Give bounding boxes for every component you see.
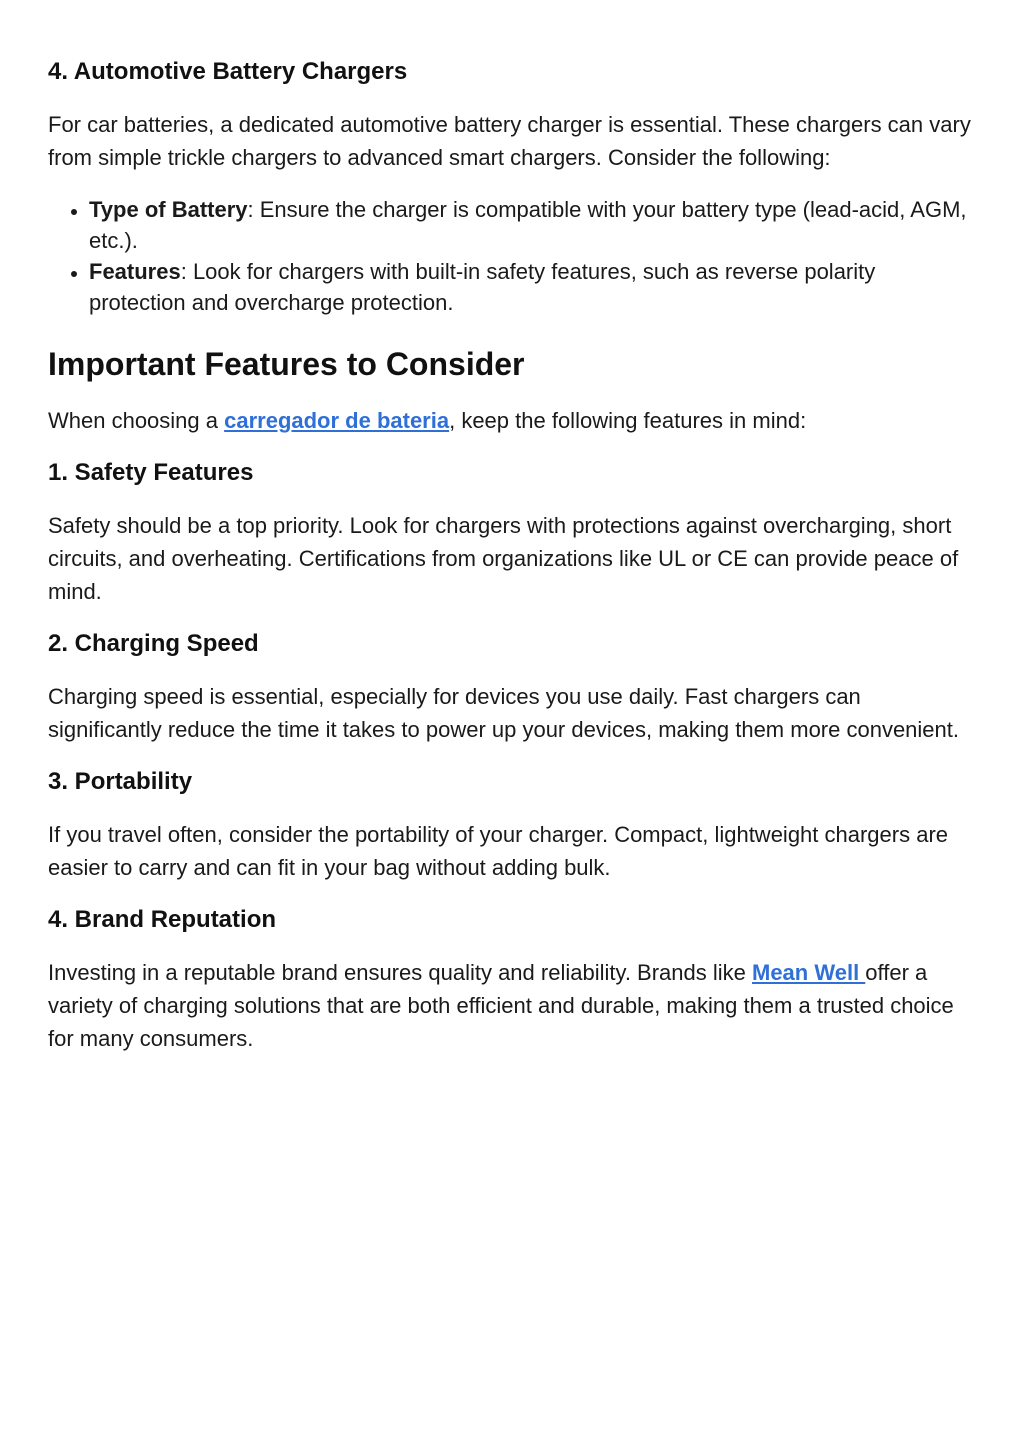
- safety-paragraph: Safety should be a top priority. Look for chargers with protections against overcharging, short circuits, and overheating. Certifications from organizations like UL or CE can provide peace of mind.: [48, 513, 959, 604]
- section-heading-important-features: Important Features to Consider: [48, 346, 525, 382]
- section-heading-brand-reputation: 4. Brand Reputation: [48, 906, 277, 933]
- section-heading-portability: 3. Portability: [48, 768, 193, 795]
- bullet-type-of-battery: [89, 194, 976, 256]
- brand-reputation-paragraph: [48, 956, 976, 1055]
- bullet-term: Features: [89, 259, 181, 284]
- bullet-text: : Look for chargers with built-in safety features, such as reverse polarity protection and overcharge protection.: [89, 259, 876, 315]
- brand-text-before: Investing in a reputable brand ensures quality and reliability. Brands like: [48, 960, 752, 985]
- carregador-de-bateria-link[interactable]: carregador de bateria: [224, 408, 450, 433]
- section-heading-charging-speed: 2. Charging Speed: [48, 630, 259, 657]
- automotive-bullet-list: [48, 194, 976, 318]
- important-intro-paragraph: [48, 404, 976, 437]
- intro-text-after: , keep the following features in mind:: [449, 408, 807, 433]
- intro-text-before: When choosing a: [48, 408, 225, 433]
- bullet-features: [89, 256, 976, 318]
- charging-speed-paragraph: Charging speed is essential, especially for devices you use daily. Fast chargers can significantly reduce the time it takes to power up your devices, making them more convenient.: [48, 684, 960, 742]
- portability-paragraph: If you travel often, consider the portability of your charger. Compact, lightweight chargers are easier to carry and can fit in your bag without adding bulk.: [48, 822, 949, 880]
- automotive-paragraph: For car batteries, a dedicated automotive battery charger is essential. These chargers can vary from simple trickle chargers to advanced smart chargers. Consider the following:: [48, 112, 971, 170]
- bullet-term: Type of Battery: [89, 197, 248, 222]
- bullet-text: : Ensure the charger is compatible with your battery type (lead-acid, AGM, etc.).: [89, 197, 967, 253]
- mean-well-link[interactable]: Mean Well: [752, 960, 866, 985]
- section-heading-safety: 1. Safety Features: [48, 459, 254, 486]
- section-heading-automotive: 4. Automotive Battery Chargers: [48, 58, 408, 85]
- brand-text-after: offer a variety of charging solutions that are both efficient and durable, making them a trusted choice for many consumers.: [48, 960, 954, 1051]
